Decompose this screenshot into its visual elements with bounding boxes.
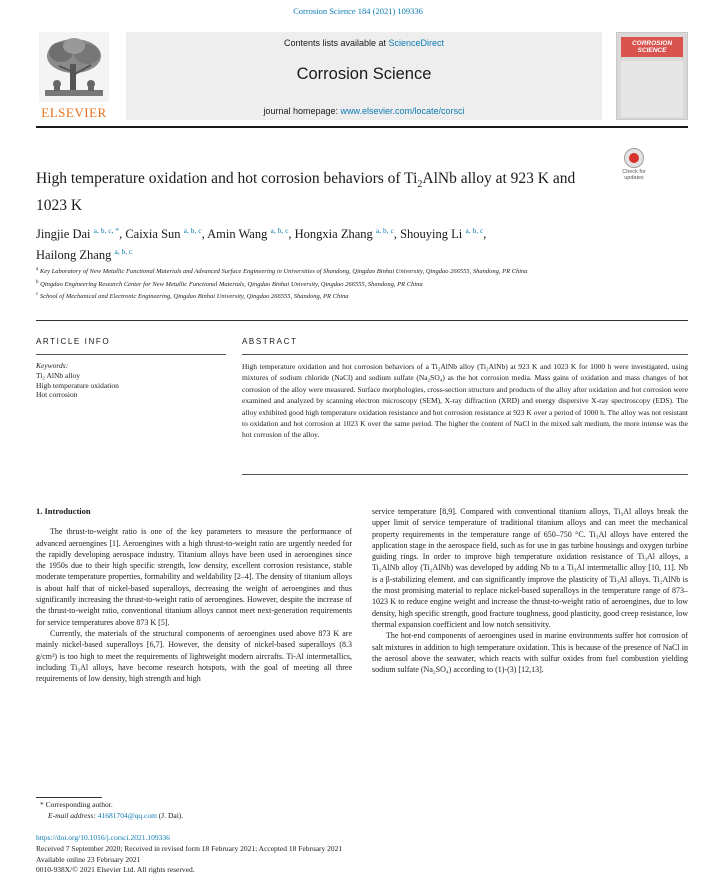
- journal-homepage: [126, 106, 602, 116]
- cover-body: [621, 61, 683, 117]
- keywords: [36, 361, 226, 400]
- abstract-divider: [242, 354, 688, 355]
- abstract-section: [242, 337, 688, 440]
- footnote: [36, 800, 366, 821]
- title-part2: AlNb alloy at 923 K and 1023 K: [36, 170, 576, 215]
- article-info-section: [36, 337, 226, 400]
- cover-title: [621, 40, 683, 54]
- publisher-logo-text: ELSEVIER: [41, 105, 107, 120]
- body-paragraph: The thrust-to-weight ratio is one of the key parameters to measure the performance of advanced aeroengines [1]. Aeroengines with a high thrust-to-weight ratio are urgently needed for the rapidly developing aerospace industry. Titanium alloys have been used in aeroengines since the 1950s due to their high specific strength, low density, excellent corrosion resistance, stable moderate temperature properties, formability and weldability [2–4]. The density of titanium alloys is about half that of nickel-based superalloys, decreasing the weight of aeroengines and thus significantly increasing the thrust-to-weight ratio of aeroengines. However, despite the increase of the thrust-to-weight ratio, conventional titanium alloys cannot meet next-generation requirements for service temperatures above 873 K [5].: [36, 527, 352, 627]
- author[interactable]: Hailong Zhang $^{a, b, c}$: [36, 247, 133, 263]
- check-updates-label: Check for updates: [622, 169, 646, 181]
- author[interactable]: Jingjie Dai $^{a, b, c, *}$: [36, 226, 120, 242]
- elsevier-logo[interactable]: [36, 32, 112, 120]
- keyword[interactable]: Hot corrosion: [36, 390, 78, 400]
- section-heading: 1. Introduction: [36, 506, 91, 516]
- keyword[interactable]: Ti₂ AlNb alloy: [36, 370, 81, 380]
- journal-banner: [126, 32, 602, 120]
- homepage-link[interactable]: www.elsevier.com/locate/corsci: [340, 106, 465, 116]
- cover-title-line2: SCIENCE: [637, 47, 667, 54]
- keyword[interactable]: High temperature oxidation: [36, 380, 119, 390]
- affiliation: $^c$ School of Mechanical and Electronic Engineering, Qingdao Binhai University, Qingdao 266555, Shandong, PR China: [36, 292, 349, 301]
- online-date: Available online 23 February 2021: [36, 854, 141, 864]
- sciencedirect-link[interactable]: ScienceDirect: [388, 38, 445, 48]
- title-part1: High temperature oxidation and hot corrosion behaviors of Ti: [36, 170, 418, 187]
- affiliation-divider: [36, 320, 688, 321]
- author[interactable]: Amin Wang $^{a, b, c}$: [207, 226, 289, 242]
- keywords-label: Keywords:: [36, 361, 69, 370]
- body-column-right: [372, 506, 688, 675]
- affiliation: $^b$ Qingdao Engineering Research Center for New Metallic Functional Materials, Qingdao Binhai University, Qingdao 266555, Shandong, PR China: [36, 279, 423, 288]
- email-link[interactable]: 41681704@qq.com: [97, 810, 157, 820]
- affiliation: $^a$ Key Laboratory of New Metallic Functional Materials and Advanced Surface Engineering in Universities of Shandong, Qingdao Binhai University, Qingdao 266555, Shandong, PR China: [36, 267, 528, 276]
- email-suffix: (J. Dai).: [156, 810, 184, 820]
- doi-link[interactable]: https://doi.org/10.1016/j.corsci.2021.109336: [36, 833, 170, 842]
- cover-title-line1: CORROSION: [631, 40, 673, 47]
- abstract-heading: ABSTRACT: [242, 337, 298, 346]
- article-title: [36, 168, 596, 216]
- homepage-prefix: journal homepage:: [263, 106, 341, 116]
- article-info-divider: [36, 354, 226, 355]
- body-paragraph: Currently, the materials of the structural components of aeroengines used above 873 K are mainly nickel-based superalloys [6,7]. However, the density of nickel-based superalloys (8.3 g/cm³) is too high to meet the requirements of lightweight modern aircrafts. Ti-Al intermetallics, including Ti₃Al alloys, have become research hotspots, with the goal of meeting all three requirements of low density, high strength and high: [36, 628, 352, 684]
- email-label: E-mail address:: [48, 810, 98, 820]
- contents-prefix: Contents lists available at: [283, 38, 389, 48]
- body-paragraph: service temperature [8,9]. Compared with conventional titanium alloys, Ti₃Al alloys break the upper limit of service temperature of traditional titanium alloys and can meet the mechanical property requirements in the temperature range of 650–750 °C. Ti₃Al alloys have entered the application stage in the aerospace field, such as for use in gas turbine housings and oxygen turbine guiding rings. In order to improve high temperature oxidation resistance of Ti₃Al alloys, a Ti₂AlNb alloy (Ti₂AlNb) was developed by adding Nb to a Ti₃Al intermetallic alloy [10, 11]. Nb is a β-stabilizing element. and can significantly improve the plasticity of Ti₃Al alloys. Ti₂AlNb is the most promising material to replace nickel-based superalloys in the temperature range of 873–1023 K to reduce engine weight and increase the thrust-to-weight ratio of aeroengines, due to low density, high specific strength, good fracture toughness, good plasticity, good creep resistance, low thermal expansion coefficient and low notch sensitivity.: [372, 507, 688, 629]
- contents-line: [126, 38, 602, 48]
- author[interactable]: Caixia Sun $^{a, b, c}$: [125, 226, 202, 242]
- author-list: Jingjie Dai $^{a, b, c, *}$, Caixia Sun $^{a, b, c}$, Amin Wang $^{a, b, c}$, Hongxia Zhang $^{a, b, c}$, Shouying Li $^{a, b, c}$, Hailong Zhang $^{a, b, c}$: [36, 226, 487, 263]
- check-for-updates-button[interactable]: [615, 148, 653, 184]
- masthead: [36, 32, 688, 124]
- journal-reference[interactable]: Corrosion Science 184 (2021) 109336: [293, 6, 423, 16]
- body-column-left: [36, 506, 352, 684]
- copyright: 0010-938X/© 2021 Elsevier Ltd. All rights reserved.: [36, 865, 195, 875]
- author[interactable]: Shouying Li $^{a, b, c}$: [400, 226, 484, 242]
- article-info-heading: ARTICLE INFO: [36, 337, 111, 346]
- email-line: [36, 811, 366, 822]
- check-updates-icon: [624, 148, 644, 168]
- body-paragraph: The hot-end components of aeroengines used in marine environments suffer hot corrosion of salt mixtures in addition to high temperature oxidation. This is because of the presence of NaCl in the aerosol above the seawater, which reacts with sulfur oxides from fuel combustion yielding sodium sulfate (Na₂SO₄) according to (1)-(3) [12,13].: [372, 631, 688, 675]
- elsevier-tree-icon: [39, 32, 109, 102]
- abstract-bottom-divider: [242, 474, 688, 475]
- affiliations: [36, 265, 676, 303]
- author[interactable]: Hongxia Zhang $^{a, b, c}$: [294, 226, 394, 242]
- journal-cover-thumbnail[interactable]: [616, 32, 688, 120]
- abstract-text: High temperature oxidation and hot corrosion behaviors of a Ti₂AlNb alloy (Ti₂AlNb) at 923 K and 1023 K for 1000 h were investigated, using mixtures of sodium chloride (NaCl) and sodium sulfate (Na₂SO₄) as the hot corrosion media. Mass gains of oxidation and mass changes of hot corrosion of the alloy were measured. Surface morphologies, cross-section structure and products of the alloy after oxidation and hot corrosion were examined and analyzed by scanning electron microscopy (SEM), X-ray diffraction (XRD) and energy dispersive X-ray spectroscopy (EDS). The alloy exhibited good high temperature oxidation resistance and hot corrosion resistance at 923 K over a period of 1000 h. The alloy was not resistant to oxidation and hot corrosion at 1023 K over the same period. The higher the content of NaCl in the mixed salt medium, the more intense was the hot corrosion of the alloy.: [242, 362, 688, 440]
- journal-name: Corrosion Science: [296, 65, 432, 83]
- corresponding-author-note: * Corresponding author.: [40, 800, 113, 809]
- footnote-divider: [36, 797, 102, 798]
- header-divider: [36, 126, 688, 128]
- received-dates: Received 7 September 2020; Received in revised form 18 February 2021; Accepted 18 February 2021: [36, 843, 343, 853]
- title-subscript: 2: [417, 179, 423, 191]
- publication-info: [36, 833, 536, 876]
